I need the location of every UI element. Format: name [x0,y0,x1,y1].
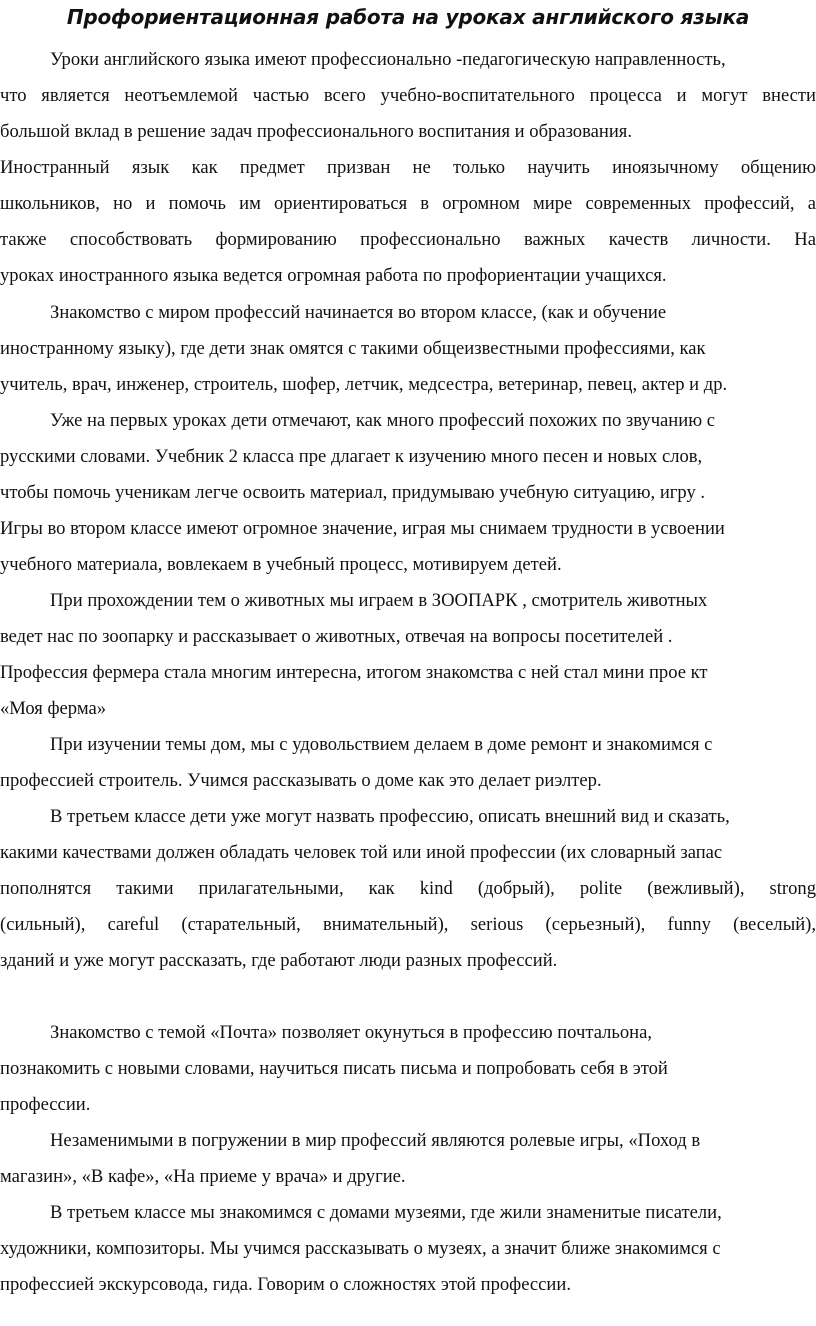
text-line: При прохождении тем о животных мы играем в ЗООПАРК , смотритель животных [50,590,708,611]
text-line: При изучении темы дом, мы с удовольствием делаем в доме ремонт и знакомимся с [50,734,713,755]
text-line: художники, композиторы. Мы учимся рассказывать о музеях, а значит ближе знакомимся с [0,1238,721,1259]
text-line: какими качествами должен обладать человек той или иной профессии (их словарный запас [0,842,723,863]
text-line: школьников, но и помочь им ориентироваться в огромном мире современных профессий, а [0,193,816,214]
text-line: Уже на первых уроках дети отмечают, как много профессий похожих по звучанию с [50,410,715,431]
text-line: также способствовать формированию профессионально важных качеств личности. На [0,229,816,250]
text-line: магазин», «В кафе», «На приеме у врача» и другие. [0,1166,406,1187]
text-line: уроках иностранного языка ведется огромная работа по профориентации учащихся. [0,265,667,286]
text-line: Профессия фермера стала многим интересна, итогом знакомства с ней стал мини прое кт [0,662,708,683]
text-line: Знакомство с миром профессий начинается во втором классе, (как и обучение [50,302,667,323]
document-title: Профориентационная работа на уроках английского языка [66,5,750,29]
text-line: учитель, врач, инженер, строитель, шофер, летчик, медсестра, ветеринар, певец, актер и др. [0,374,728,395]
text-line: что является неотъемлемой частью всего учебно-воспитательного процесса и могут внести [0,85,816,106]
text-line: профессией экскурсовода, гида. Говорим о сложностях этой профессии. [0,1274,571,1295]
text-line: В третьем классе дети уже могут назвать профессию, описать внешний вид и сказать, [50,806,730,827]
text-line: профессией строитель. Учимся рассказывать о доме как это делает риэлтер. [0,770,602,791]
text-line: Иностранный язык как предмет призван не только научить иноязычному общению [0,157,816,178]
text-line: большой вклад в решение задач профессионального воспитания и образования. [0,121,632,142]
text-line: ведет нас по зоопарку и рассказывает о животных, отвечая на вопросы посетителей . [0,626,673,647]
text-line: учебного материала, вовлекаем в учебный процесс, мотивируем детей. [0,554,562,575]
text-line: зданий и уже могут рассказать, где работают люди разных профессий. [0,950,558,971]
text-line: Игры во втором классе имеют огромное значение, играя мы снимаем трудности в усвоении [0,518,725,539]
text-line: В третьем классе мы знакомимся с домами музеями, где жили знаменитые писатели, [50,1202,722,1223]
text-line: (сильный), careful (старательный, внимательный), serious (серьезный), funny (веселый), [0,914,816,935]
text-line: иностранному языку), где дети знак омятся с такими общеизвестными профессиями, как [0,338,706,359]
text-line: Знакомство с темой «Почта» позволяет окунуться в профессию почтальона, [50,1022,653,1043]
text-line: пополнятся такими прилагательными, как kind (добрый), polite (вежливый), strong [0,878,816,899]
text-line: «Моя ферма» [0,698,107,719]
text-line: Уроки английского языка имеют профессионально -педагогическую направленность, [50,49,726,70]
text-line: русскими словами. Учебник 2 класса пре длагает к изучению много песен и новых слов, [0,446,703,467]
text-line: чтобы помочь ученикам легче освоить материал, придумываю учебную ситуацию, игру . [0,482,706,503]
text-line: профессии. [0,1094,91,1115]
text-line: познакомить с новыми словами, научиться писать письма и попробовать себя в этой [0,1058,668,1079]
text-line: Незаменимыми в погружении в мир профессий являются ролевые игры, «Поход в [50,1130,701,1151]
